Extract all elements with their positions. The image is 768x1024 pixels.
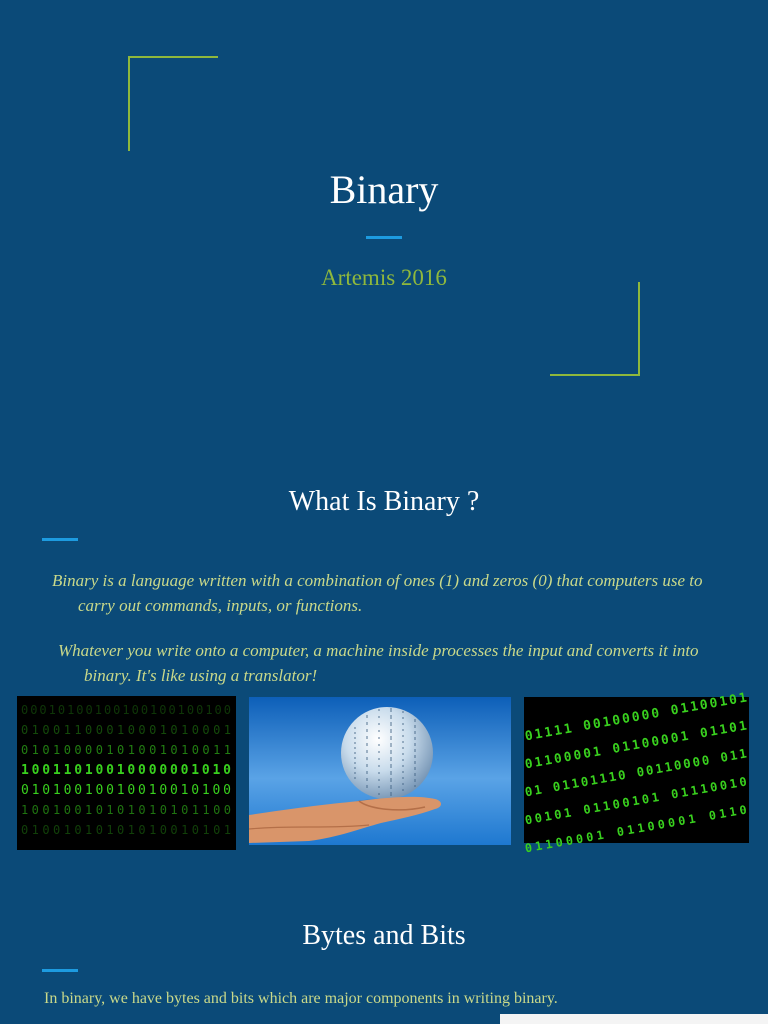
slide-title: Binary — [329, 167, 439, 212]
binary-code-row: 01100001 01100001 01101 — [523, 717, 748, 772]
binary-digit-row: 01001100010001010001 — [21, 723, 231, 737]
slide-subtitle: Artemis 2016 — [321, 265, 447, 290]
binary-green-digits-image — [17, 696, 236, 850]
section-accent-bar-2 — [42, 969, 78, 972]
section-accent-bar — [42, 538, 78, 541]
next-slide-edge — [500, 1014, 768, 1024]
binary-code-perspective-image — [523, 690, 749, 856]
title-accent-bar — [366, 236, 402, 239]
binary-code-row: 01 01101110 00110000 011 — [523, 745, 748, 800]
hand-holding-binary-globe-image — [249, 697, 511, 845]
section-title-bytes-and-bits: Bytes and Bits — [302, 920, 466, 951]
section-title-what-is-binary: What Is Binary ? — [288, 486, 480, 517]
binary-digit-row: 01010000101001010011 — [21, 743, 231, 757]
bytes-bits-intro-text: In binary, we have bytes and bits which are major components in writing binary. — [44, 990, 558, 1007]
binary-code-row: 00101 01100101 01110010 — [523, 774, 748, 828]
corner-bracket-top-left — [128, 56, 218, 151]
binary-code-row: 01111 00100000 01100101 — [523, 690, 748, 745]
binary-code-row: 01100001 01100001 0110 — [523, 802, 748, 856]
paragraph-binary-definition: Binary is a language written with a combination of ones (1) and zeros (0) that computers use to carry out commands, inputs, or functions. — [52, 571, 703, 615]
corner-bracket-bottom-right — [550, 282, 640, 376]
binary-digit-row: 00010100100100100100100 — [21, 703, 231, 717]
binary-digit-row: 10010010101010101100 — [21, 803, 231, 817]
binary-digit-row: 01010010010010010100 — [21, 783, 231, 798]
paragraph-binary-translation: Whatever you write onto a computer, a machine inside processes the input and converts it into binary. It's like using a translator! — [58, 641, 699, 685]
binary-digit-row: 01001010101010010101 — [21, 823, 231, 837]
binary-digit-row: 10011010010000001010 — [21, 763, 231, 778]
